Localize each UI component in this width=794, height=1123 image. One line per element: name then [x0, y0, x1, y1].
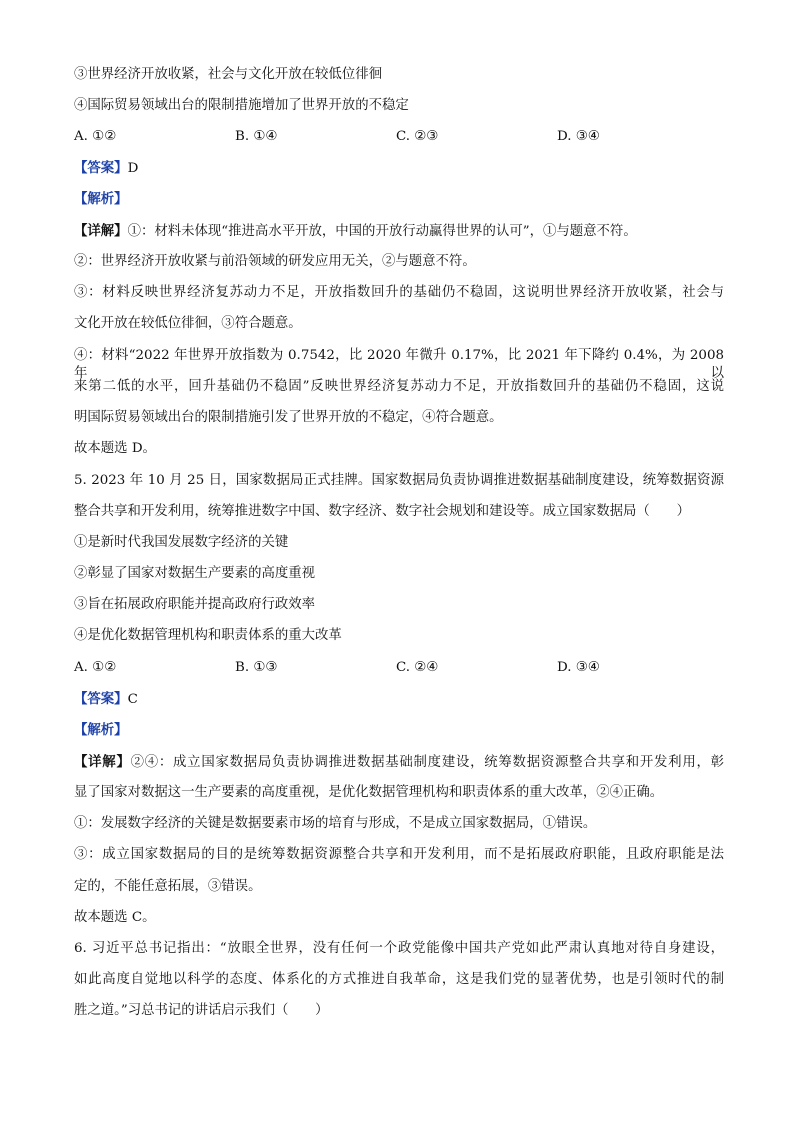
q5-options: [74, 659, 724, 677]
q4-options: [74, 128, 724, 146]
q4-option-b: B. ①④: [235, 129, 278, 144]
q4-detail-line-3: ③：材料反映世界经济复苏动力不足，开放指数回升的基础仍不稳固，这说明世界经济开放收紧，社会与: [74, 285, 724, 300]
detail-text: ②④：成立国家数据局负责协调推进数据基础制度建设，统筹数据资源整合共享和开发利用，彰: [130, 755, 725, 770]
q5-detail-line-1: [74, 753, 724, 772]
q4-detail-line-4: 文化开放在较低位徘徊，③符合题意。: [74, 316, 302, 331]
q4-analysis-heading: [74, 190, 724, 209]
q4-detail-line-6: 来第二低的水平，回升基础仍不稳固”反映世界经济复苏动力不足，开放指数回升的基础仍不稳固，这说: [74, 379, 724, 394]
q5-option-b: B. ①③: [235, 660, 278, 675]
answer-tag: 【答案】: [74, 160, 128, 176]
q5-detail-line-2: 显了国家对数据这一生产要素的高度重视，是优化数据管理机构和职责体系的重大改革，②④正确。: [74, 785, 664, 800]
q4-conclusion: 故本题选 D。: [74, 441, 156, 456]
q6-stem-line-1: 6. 习近平总书记指出：“放眼全世界，没有任何一个政党能像中国共产党如此严肃认真地对待自身建设，: [74, 941, 724, 956]
q5-option-a: A. ①②: [74, 660, 117, 675]
detail-text: ①：材料未体现“推进高水平开放，中国的开放行动赢得世界的认可”，①与题意不符。: [127, 224, 637, 239]
q5-item-4: ④是优化数据管理机构和职责体系的重大改革: [74, 628, 342, 643]
detail-tag: 【详解】: [74, 223, 128, 239]
answer-value: D: [127, 161, 139, 176]
q4-option-c: C. ②③: [396, 129, 439, 144]
q5-answer: [74, 690, 724, 709]
q5-option-c: C. ②④: [396, 660, 439, 675]
q5-item-1: ①是新时代我国发展数字经济的关键: [74, 535, 289, 550]
analysis-tag: 【解析】: [74, 722, 128, 738]
q4-answer: [74, 159, 724, 178]
q4-detail-line-1: [74, 222, 724, 241]
q5-item-2: ②彰显了国家对数据生产要素的高度重视: [74, 566, 316, 581]
answer-value: C: [127, 692, 138, 707]
q5-conclusion: 故本题选 C。: [74, 910, 156, 925]
q5-detail-line-5: 定的，不能任意拓展，③错误。: [74, 879, 262, 894]
q4-item-4: ④国际贸易领域出台的限制措施增加了世界开放的不稳定: [74, 98, 409, 113]
q5-detail-line-4: ③：成立国家数据局的目的是统筹数据资源整合共享和开发利用，而不是拓展政府职能，且政府职能是法: [74, 847, 724, 862]
q6-stem-line-3: 胜之道。”习总书记的讲话启示我们（ ）: [74, 1003, 329, 1018]
q5-stem-line-2: 整合共享和开发利用，统筹推进数字中国、数字经济、数字社会规划和建设等。成立国家数据局（ ）: [74, 504, 690, 519]
q5-item-3: ③旨在拓展政府职能并提高政府行政效率: [74, 597, 316, 612]
q5-option-d: D. ③④: [557, 660, 600, 675]
q5-detail-line-3: ①：发展数字经济的关键是数据要素市场的培育与形成，不是成立国家数据局，①错误。: [74, 816, 597, 831]
q5-analysis-heading: [74, 721, 724, 740]
q4-option-a: A. ①②: [74, 129, 117, 144]
detail-tag: 【详解】: [74, 754, 131, 770]
q5-stem-line-1: 5. 2023 年 10 月 25 日，国家数据局正式挂牌。国家数据局负责协调推进数据基础制度建设，统筹数据资源: [74, 473, 724, 488]
q4-detail-line-2: ②：世界经济开放收紧与前沿领域的研发应用无关，②与题意不符。: [74, 254, 476, 269]
q4-item-3: ③世界经济开放收紧，社会与文化开放在较低位徘徊: [74, 67, 382, 82]
q4-detail-line-7: 明国际贸易领域出台的限制措施引发了世界开放的不稳定，④符合题意。: [74, 410, 503, 425]
q6-stem-line-2: 如此高度自觉地以科学的态度、体系化的方式推进自我革命，这是我们党的显著优势，也是引领时代的制: [74, 972, 724, 987]
analysis-tag: 【解析】: [74, 191, 128, 207]
answer-tag: 【答案】: [74, 691, 128, 707]
q4-detail-line-5: ④：材料“2022 年世界开放指数为 0.7542，比 2020 年微升 0.17%，比 2021 年下降约 0.4%，为 2008 年以: [74, 348, 724, 381]
q4-option-d: D. ③④: [557, 129, 600, 144]
